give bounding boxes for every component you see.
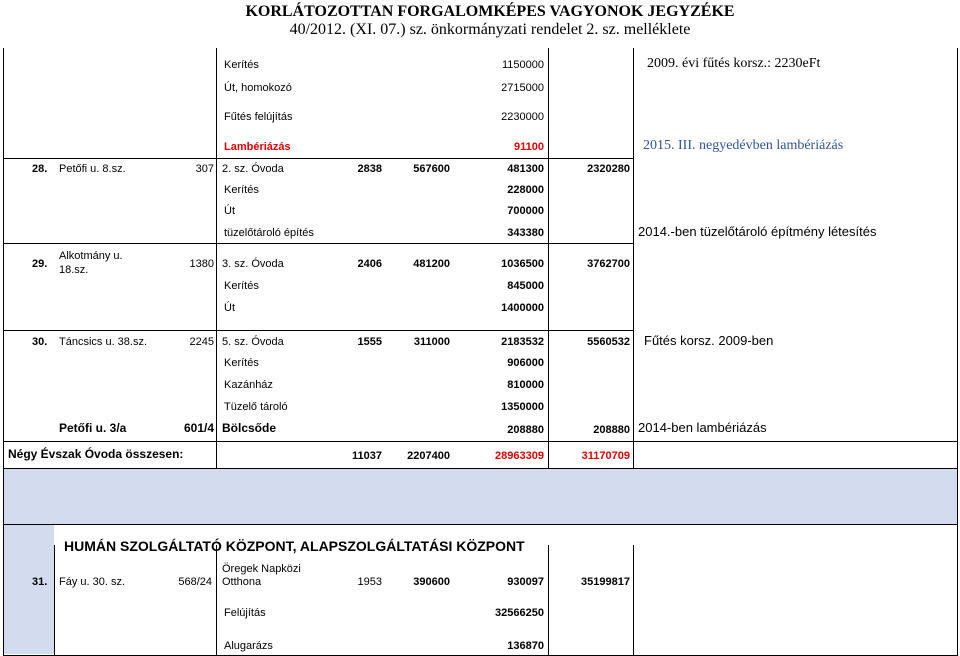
item-value: 700000: [507, 205, 544, 217]
grid-line: [3, 243, 633, 244]
item-label: Út: [224, 302, 235, 314]
item-label: Lambériázás: [224, 141, 291, 153]
item-value: 32566250: [495, 607, 544, 619]
value-2: 208880: [507, 424, 544, 436]
item-label-line1: Öregek Napközi: [222, 563, 301, 575]
item-label: Felújítás: [224, 607, 266, 619]
item-label: 3. sz. Óvoda: [222, 258, 284, 270]
item-label: Kerítés: [224, 184, 259, 196]
item-value: 91100: [514, 141, 544, 153]
hrsz: 1380: [189, 258, 214, 270]
hrsz: 307: [195, 163, 214, 175]
address: Alkotmány u. 18.sz.: [59, 250, 123, 276]
grid-line: [3, 441, 957, 442]
grid-line: [3, 48, 4, 656]
total-value-2: 28963309: [495, 450, 544, 462]
row-number: 28.: [32, 163, 48, 175]
item-label: Fűtés felújítás: [224, 111, 293, 123]
item-label: Út, homokozó: [224, 82, 292, 94]
item-value: 906000: [507, 357, 544, 369]
address: Petőfi u. 8.sz.: [59, 163, 126, 175]
item-value: 228000: [507, 184, 544, 196]
note-text: 2014.-ben tüzelőtároló építmény létesítés: [638, 224, 877, 239]
hrsz: 601/4: [183, 421, 214, 435]
total-label: Négy Évszak Óvoda összesen:: [8, 447, 184, 461]
area: 2406: [357, 258, 382, 270]
value-2: 2183532: [501, 336, 544, 348]
grid-line: [633, 48, 634, 468]
grid-line: [3, 468, 957, 469]
item-label: Kerítés: [224, 357, 259, 369]
area: 1953: [357, 576, 382, 588]
total-value-3: 31170709: [581, 450, 630, 462]
address: Táncsics u. 38.sz.: [59, 336, 148, 348]
note-text: 2015. III. negyedévben lambériázás: [643, 138, 844, 153]
item-value: 1350000: [501, 401, 544, 413]
item-value: 1400000: [501, 302, 544, 314]
hrsz: 2245: [189, 336, 214, 348]
item-value: 343380: [507, 227, 544, 239]
highlight-block-lower: [3, 524, 54, 654]
row-number: 31.: [32, 576, 48, 588]
item-value: 810000: [507, 379, 544, 391]
item-label: Kerítés: [224, 59, 259, 71]
section-heading: HUMÁN SZOLGÁLTATÓ KÖZPONT, ALAPSZOLGÁLTATÁSI KÖZPONT: [64, 538, 525, 554]
item-value: 845000: [507, 280, 544, 292]
item-label: 2. sz. Óvoda: [222, 163, 284, 175]
note-text: 2014-ben lambériázás: [638, 420, 767, 435]
item-value: 2715000: [501, 82, 544, 94]
value-1: 311000: [413, 336, 450, 348]
row-number: 30.: [32, 336, 48, 348]
item-label: Kerítés: [224, 280, 259, 292]
grid-line: [3, 330, 633, 331]
item-value: 136870: [507, 640, 544, 652]
grid-line: [548, 545, 549, 656]
value-3: 2320280: [587, 163, 630, 175]
grid-line: [216, 48, 217, 468]
address: Fáy u. 30. sz.: [59, 576, 126, 588]
item-label: tüzelőtároló építés: [224, 227, 314, 239]
row-number: 29.: [32, 258, 48, 270]
item-label: Út: [224, 205, 235, 217]
grid-line: [54, 545, 55, 656]
value-3: 35199817: [581, 576, 630, 588]
note-text: 2009. évi fűtés korsz.: 2230eFt: [647, 56, 821, 71]
total-area: 11037: [352, 450, 382, 462]
grid-line: [957, 48, 958, 656]
value-3: 3762700: [587, 258, 630, 270]
grid-line: [633, 545, 634, 656]
note-text: Fűtés korsz. 2009-ben: [644, 333, 774, 348]
item-label: Kazánház: [224, 379, 273, 391]
item-value: 1150000: [501, 59, 544, 71]
value-3: 208880: [593, 424, 630, 436]
item-label: Bölcsőde: [222, 421, 277, 435]
area: 2838: [357, 163, 382, 175]
item-label: Alugarázs: [224, 640, 273, 652]
value-2: 930097: [507, 576, 544, 588]
item-label: Tüzelő tároló: [224, 401, 288, 413]
value-1: 481200: [413, 258, 450, 270]
value-3: 5560532: [587, 336, 630, 348]
grid-line: [3, 158, 633, 159]
grid-line: [3, 524, 957, 525]
item-label-line2: Otthona: [222, 576, 262, 588]
item-value: 2230000: [501, 111, 544, 123]
area: 1555: [357, 336, 382, 348]
value-1: 567600: [413, 163, 450, 175]
value-1: 390600: [413, 576, 450, 588]
value-2: 1036500: [501, 258, 544, 270]
grid-line: [216, 545, 217, 656]
hrsz: 568/24: [178, 576, 212, 588]
address: Petőfi u. 3/a: [59, 421, 127, 435]
page-title: KORLÁTOZOTTAN FORGALOMKÉPES VAGYONOK JEGYZÉKE: [245, 3, 735, 20]
highlight-block-upper: [3, 468, 957, 524]
item-label: 5. sz. Óvoda: [222, 336, 284, 348]
grid-line: [548, 48, 549, 468]
total-value-1: 2207400: [407, 450, 450, 462]
value-2: 481300: [507, 163, 544, 175]
page-subtitle: 40/2012. (XI. 07.) sz. önkormányzati rendelet 2. sz. melléklete: [289, 21, 691, 38]
